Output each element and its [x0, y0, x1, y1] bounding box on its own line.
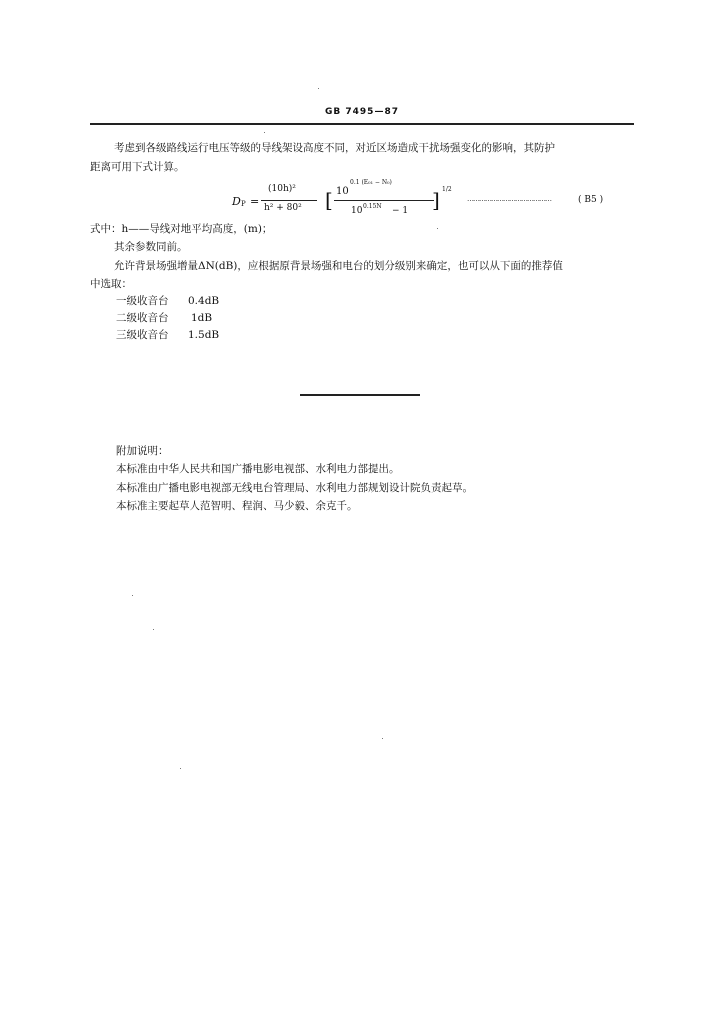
scan-speck — [318, 88, 319, 89]
scan-speck — [382, 738, 383, 739]
definition-line: 式中：h——导线对地平均高度，(m)； — [90, 223, 273, 235]
definition-line: 其余参数同前。 — [114, 241, 188, 253]
fraction1-bar — [261, 200, 317, 201]
station-value: 1dB — [191, 312, 213, 324]
bracket-open: [ — [325, 188, 333, 212]
notes-line: 本标准由中华人民共和国广播电影电视部、水利电力部提出。 — [116, 463, 400, 475]
formula-leader-dots: …………………………………… — [467, 195, 551, 203]
fraction2-numerator-base: 10 — [336, 186, 349, 197]
paragraph-line: 中选取： — [90, 278, 132, 290]
paragraph-line: 允许背景场强增量ΔN(dB)，应根据原背景场强和电台的划分级别来确定，也可以从下面的推荐值 — [114, 260, 563, 272]
formula-number-label: ( B5 ) — [578, 195, 604, 205]
section-end-rule — [300, 394, 420, 396]
formula-equals: = — [250, 195, 260, 208]
notes-line: 本标准主要起草人范智明、程润、马少毅、余克千。 — [116, 500, 358, 512]
fraction2-bar — [334, 200, 434, 201]
formula-lhs: D — [232, 195, 241, 208]
formula-b5 — [0, 0, 724, 230]
station-label: 二级收音台 — [116, 312, 169, 324]
outer-exponent: 1/2 — [442, 186, 452, 193]
scan-speck — [132, 595, 133, 596]
station-label: 一级收音台 — [116, 295, 169, 307]
formula-lhs-subscript: P — [241, 200, 246, 208]
station-value: 0.4dB — [188, 295, 220, 307]
scan-speck — [180, 768, 181, 769]
fraction2-denominator-rest: − 1 — [392, 206, 409, 216]
paragraph-line: 距离可用下式计算。 — [90, 161, 185, 173]
notes-title: 附加说明： — [116, 445, 169, 457]
station-value: 1.5dB — [188, 329, 220, 341]
scan-speck — [153, 629, 154, 630]
fraction2-denominator-exponent: 0.15N — [363, 203, 382, 210]
scan-speck — [437, 228, 438, 229]
notes-line: 本标准由广播电影电视部无线电台管理局、水利电力部规划设计院负责起草。 — [116, 482, 473, 494]
fraction1-denominator: h² + 80² — [264, 203, 302, 213]
fraction1-numerator: (10h)² — [268, 184, 296, 194]
station-label: 三级收音台 — [116, 329, 169, 341]
page-header-code: GB 7495—87 — [325, 107, 399, 117]
bracket-close: ] — [432, 188, 440, 212]
paragraph-line: 考虑到各级路线运行电压等级的导线架设高度不同，对近区场造成干扰场强变化的影响，其防护 — [114, 142, 555, 154]
fraction2-denominator-base: 10 — [351, 206, 363, 216]
scan-speck — [264, 132, 265, 133]
fraction2-numerator-exponent: 0.1 (E₀₁ − N₀) — [350, 179, 392, 186]
